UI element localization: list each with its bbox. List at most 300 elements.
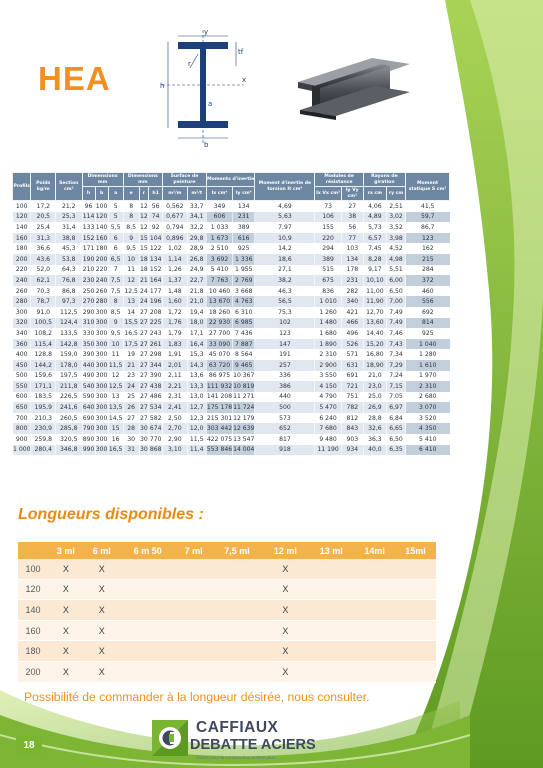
spec-cell: 3,98 [387, 233, 406, 244]
spec-cell: 134 [233, 201, 255, 212]
spec-cell: 208 [149, 308, 162, 316]
length-availability-cell [212, 661, 263, 682]
spec-cell: 11 [123, 265, 139, 276]
length-availability-cell [212, 559, 263, 579]
spec-cell: 4 790 [315, 392, 341, 403]
spec-row [13, 243, 450, 254]
spec-cell: 220 [315, 233, 341, 244]
spec-cell: 111 932 [206, 382, 233, 390]
spec-cell: 11,5 [187, 434, 206, 445]
spec-cell: 540 [82, 382, 95, 390]
spec-cell: 26,8 [187, 254, 206, 265]
spec-cell: 0,896 [163, 233, 187, 244]
spec-cell: 25,3 [56, 212, 83, 223]
spec-cell: 31,4 [56, 222, 83, 233]
length-availability-cell [176, 620, 212, 641]
spec-cell: 7,5 [108, 286, 123, 297]
spec-cell: 10 819 [233, 382, 255, 390]
spec-cell: 1,48 [163, 286, 187, 297]
spec-cell: 1 673 [206, 233, 232, 244]
page-number: 18 [16, 736, 42, 756]
col-header-giration: Rayons de giration [363, 173, 405, 187]
spec-cell: 282 [341, 286, 363, 297]
logo-name-line2: DEBATTE ACIERS [190, 737, 316, 753]
spec-cell: 6,50 [387, 286, 406, 297]
profile-cell: 200 [13, 254, 31, 265]
spec-cell: 330 [82, 329, 95, 337]
spec-cell: 814 [406, 318, 450, 329]
spec-cell: 43,6 [31, 254, 56, 265]
spec-cell: 261 [149, 340, 162, 348]
spec-cell: 2,70 [163, 423, 187, 434]
spec-cell: 349 [206, 201, 232, 212]
dim-tf-label: tf [238, 48, 244, 56]
spec-cell: 590 [82, 393, 95, 401]
spec-cell: 24 [140, 298, 148, 306]
spec-cell: 171,1 [31, 381, 56, 392]
length-availability-cell [212, 600, 263, 621]
spec-cell: 210 [82, 266, 95, 274]
spec-cell: 14,5 [108, 414, 123, 422]
spec-cell: 38,8 [56, 233, 83, 244]
spec-cell: 925 [406, 328, 450, 339]
spec-cell: 41,5 [406, 201, 450, 212]
spec-cell: 8,5 [123, 222, 139, 233]
spec-cell: 300 [95, 340, 108, 348]
dim-tw-label: a [208, 100, 213, 108]
spec-cell: 23,0 [363, 381, 386, 392]
spec-cell: 14 004 [233, 446, 255, 454]
spec-cell: 7,97 [255, 222, 315, 233]
length-availability-cell [395, 559, 436, 579]
length-profile-cell: 140 [18, 600, 48, 621]
spec-cell: 6 310 [233, 307, 255, 318]
spec-cell: 13 [108, 392, 123, 403]
spec-cell: 15,20 [363, 339, 386, 350]
length-header-cell: 7 ml [176, 542, 212, 559]
spec-cell: 38 [341, 212, 363, 223]
spec-row [13, 371, 450, 382]
spec-cell: 2 680 [406, 392, 450, 403]
spec-cell: 1 955 [233, 265, 255, 276]
spec-cell: 12 [140, 223, 148, 231]
spec-cell: 553 846 [206, 446, 233, 454]
spec-cell: 92 [149, 222, 163, 233]
spec-cell: 10,9 [255, 233, 315, 244]
spec-cell: 12 [140, 213, 148, 221]
profile-cell: 320 [13, 318, 31, 329]
spec-cell: 7 [108, 265, 123, 276]
spec-cell: 128,8 [31, 349, 56, 360]
spec-cell: 1,76 [163, 318, 187, 329]
spec-cell: 27 [140, 382, 148, 390]
spec-row [13, 212, 450, 223]
spec-cell: 812 [341, 413, 363, 424]
spec-cell: 11,00 [363, 286, 386, 297]
spec-cell: 70,3 [31, 286, 56, 297]
spec-cell: 6 240 [315, 413, 341, 424]
spec-cell: 10 460 [206, 286, 232, 297]
spec-cell: 97,3 [56, 296, 83, 307]
col-header-b: b [95, 187, 108, 201]
spec-cell: 6,57 [363, 233, 386, 244]
spec-cell: 817 [255, 434, 315, 445]
spec-cell: 19,4 [187, 307, 206, 318]
spec-cell: 13,0 [187, 392, 206, 403]
spec-cell: 38,2 [255, 275, 315, 286]
spec-cell: 220 [95, 266, 108, 274]
spec-row [13, 434, 450, 445]
spec-cell: 152 [149, 266, 162, 274]
spec-row [13, 307, 450, 318]
spec-cell: 270 [82, 298, 95, 306]
spec-cell: 31,3 [31, 233, 56, 244]
spec-row [13, 349, 450, 360]
spec-cell: 285,8 [56, 423, 83, 434]
axis-x-label: x [242, 76, 247, 84]
length-availability-cell [395, 620, 436, 641]
length-header-cell: 14ml [354, 542, 395, 559]
length-row [18, 641, 436, 662]
beam-3d-illustration [294, 52, 414, 120]
spec-cell: 6,5 [108, 254, 123, 265]
spec-cell: 36,6 [31, 243, 56, 254]
spec-cell: 16,5 [108, 446, 123, 454]
spec-cell: 6,84 [387, 413, 406, 424]
length-profile-cell: 100 [18, 559, 48, 579]
spec-cell: 0,677 [163, 212, 187, 223]
spec-cell: 12 [108, 371, 123, 382]
profile-cell: 650 [13, 402, 31, 413]
spec-cell: 24 [140, 287, 148, 295]
spec-cell: 104 [149, 234, 162, 242]
spec-cell: 177 [149, 287, 162, 295]
spec-cell: 28 [123, 423, 139, 434]
spec-row [13, 275, 450, 286]
spec-cell: 6,97 [387, 402, 406, 413]
spec-cell: 15 [140, 234, 148, 242]
spec-cell: 2 310 [315, 349, 341, 360]
spec-cell: 290 [82, 308, 95, 316]
spec-cell: 27 [123, 413, 139, 424]
length-availability-cell [120, 641, 176, 662]
col-header-ix: Ix cm⁴ [206, 187, 232, 201]
length-availability-cell [120, 620, 176, 641]
spec-cell: 300 [95, 404, 108, 412]
profile-cell: 280 [13, 296, 31, 307]
length-row [18, 600, 436, 621]
spec-cell: 16,80 [363, 349, 386, 360]
spec-cell: 1,60 [163, 296, 187, 307]
spec-cell: 108,2 [31, 328, 56, 339]
spec-cell: 9 [108, 318, 123, 329]
spec-cell: 76,8 [56, 275, 83, 286]
spec-cell: 1 280 [406, 349, 450, 360]
length-availability-cell [395, 661, 436, 682]
spec-cell: 4,06 [363, 201, 386, 212]
spec-cell: 12 [139, 201, 149, 212]
logo-name-line1: CAFFIAUX [196, 719, 279, 736]
length-profile-cell: 120 [18, 579, 48, 600]
spec-cell: 616 [233, 233, 255, 244]
length-availability-cell [308, 579, 354, 600]
spec-row [13, 328, 450, 339]
spec-cell: 300 [95, 329, 108, 337]
length-availability-cell [395, 641, 436, 662]
spec-cell: 30 [140, 446, 148, 454]
spec-cell: 310 [82, 319, 95, 327]
spec-cell: 11 724 [233, 404, 255, 412]
spec-cell: 152 [82, 234, 95, 242]
spec-cell: 162 [406, 243, 450, 254]
spec-cell: 27 [140, 372, 148, 380]
spec-cell: 2 310 [406, 381, 450, 392]
spec-cell: 56 [149, 201, 163, 212]
col-header-iyvy: Iy Vy cm³ [341, 187, 363, 201]
spec-cell: 77 [341, 233, 363, 244]
spec-cell: 200 [95, 255, 108, 263]
spec-cell: 12,3 [187, 413, 206, 424]
spec-cell: 12,0 [187, 423, 206, 434]
spec-cell: 340 [341, 296, 363, 307]
spec-cell: 31 [123, 445, 139, 456]
spec-cell: 225 [149, 319, 162, 327]
spec-cell: 27 [140, 308, 148, 316]
profile-cell: 450 [13, 360, 31, 371]
length-availability-cell: X [84, 620, 120, 641]
spec-cell: 2,01 [163, 360, 187, 371]
length-availability-cell: X [262, 579, 308, 600]
length-availability-cell: X [48, 641, 84, 662]
spec-cell: 15,3 [187, 349, 206, 360]
spec-cell: 230,9 [31, 423, 56, 434]
spec-cell: 7,5 [108, 275, 123, 286]
length-availability-cell: X [48, 579, 84, 600]
spec-cell: 142,8 [56, 339, 83, 350]
spec-cell: 770 [149, 435, 162, 443]
spec-cell: 10 [108, 339, 123, 350]
spec-cell: 27 [140, 351, 148, 359]
spec-cell: 18,0 [187, 318, 206, 329]
col-header-r: r [139, 187, 149, 201]
spec-cell: 16,4 [187, 339, 206, 350]
length-availability-cell [308, 661, 354, 682]
spec-cell: 4,89 [363, 212, 386, 223]
length-header-cell [18, 542, 48, 559]
spec-cell: 257 [255, 360, 315, 371]
spec-cell: 300 [95, 372, 108, 380]
spec-cell: 15 [108, 423, 123, 434]
profile-cell: 340 [13, 328, 31, 339]
length-availability-cell [120, 579, 176, 600]
spec-row [13, 254, 450, 265]
spec-cell: 231 [233, 212, 255, 223]
spec-cell: 300 [95, 425, 108, 433]
spec-cell: 14,3 [187, 360, 206, 371]
col-header-h: h [82, 187, 95, 201]
spec-cell: 5 410 [406, 434, 450, 445]
spec-cell: 782 [341, 402, 363, 413]
spec-cell: 27 [140, 393, 148, 401]
length-header-cell: 6 ml [84, 542, 120, 559]
spec-cell: 191 [255, 349, 315, 360]
spec-cell: 124,4 [56, 318, 83, 329]
length-availability-cell [395, 600, 436, 621]
spec-cell: 260,5 [56, 413, 83, 424]
spec-cell: 5,73 [363, 222, 386, 233]
spec-cell: 300 [95, 308, 108, 316]
length-availability-cell: X [48, 600, 84, 621]
spec-cell: 389 [315, 254, 341, 265]
spec-cell: 17,1 [187, 328, 206, 339]
spec-cell: 4 150 [315, 381, 341, 392]
spec-cell: 27 [140, 404, 148, 412]
spec-cell: 7,46 [387, 328, 406, 339]
spec-cell: 3 520 [406, 413, 450, 424]
spec-cell: 32,2 [187, 222, 206, 233]
spec-cell: 534 [149, 404, 162, 412]
spec-cell: 422 075 [206, 435, 233, 443]
spec-cell: 75,3 [255, 307, 315, 318]
spec-cell: 496 [341, 328, 363, 339]
spec-cell: 8 [123, 212, 139, 223]
spec-cell: 7,45 [363, 243, 386, 254]
spec-cell: 990 [82, 446, 95, 454]
spec-row [13, 392, 450, 403]
spec-cell: 790 [82, 425, 95, 433]
profile-cell: 260 [13, 286, 31, 297]
length-availability-cell [354, 559, 395, 579]
spec-cell: 16,5 [124, 329, 138, 337]
spec-cell: 691 [341, 371, 363, 382]
spec-cell: 226,5 [56, 392, 83, 403]
spec-row [13, 360, 450, 371]
spec-cell: 45,3 [56, 243, 83, 254]
spec-cell: 4 350 [406, 423, 450, 434]
length-availability-cell: X [84, 661, 120, 682]
spec-cell: 8 564 [233, 349, 255, 360]
length-availability-cell [176, 600, 212, 621]
company-logo [152, 718, 322, 768]
spec-cell: 10 [123, 254, 139, 265]
col-header-iy: Iy cm⁴ [233, 187, 255, 201]
spec-cell: 300 [95, 351, 108, 359]
length-availability-cell [176, 559, 212, 579]
spec-cell: 7 436 [233, 328, 255, 339]
length-header-cell: 7,5 ml [212, 542, 263, 559]
spec-cell: 346,8 [56, 445, 83, 456]
spec-cell: 2,31 [163, 392, 187, 403]
spec-cell: 18 260 [206, 307, 232, 318]
spec-cell: 7,29 [387, 360, 406, 371]
spec-cell: 18,6 [255, 254, 315, 265]
spec-cell: 6,00 [387, 275, 406, 286]
col-header-profil: Profils [13, 173, 31, 201]
spec-cell: 12,7 [187, 402, 206, 413]
length-availability-cell [212, 579, 263, 600]
length-availability-cell [354, 641, 395, 662]
col-header-ixvx: Ix Vx cm³ [315, 187, 341, 201]
col-header-ry: ry cm [387, 187, 406, 201]
length-availability-cell [120, 661, 176, 682]
spec-cell: 1 260 [315, 307, 341, 318]
spec-cell: 14,40 [363, 328, 386, 339]
spec-cell: 13 547 [233, 435, 255, 443]
spec-cell: 2,41 [163, 402, 187, 413]
spec-cell: 17,5 [124, 340, 138, 348]
spec-cell: 571 [341, 349, 363, 360]
spec-cell: 56 [341, 222, 363, 233]
spec-cell: 27 [140, 329, 148, 337]
spec-cell: 5,5 [108, 222, 123, 233]
spec-cell: 34,1 [187, 212, 206, 223]
spec-cell: 692 [406, 307, 450, 318]
spec-cell: 336 [255, 371, 315, 382]
spec-cell: 300 [95, 414, 108, 422]
spec-cell: 86 975 [206, 371, 232, 382]
spec-cell: 241,6 [56, 402, 83, 413]
profile-cell: 100 [13, 201, 31, 212]
length-row [18, 620, 436, 641]
spec-cell: 27 [140, 361, 148, 369]
spec-cell: 24 [123, 381, 139, 392]
length-availability-cell [354, 600, 395, 621]
col-header-surface: Surface de peinture [163, 173, 207, 187]
spec-cell: 300 [95, 319, 108, 327]
spec-cell: 180 [95, 245, 108, 253]
profile-cell: 180 [13, 243, 31, 254]
length-availability-cell: X [262, 641, 308, 662]
spec-cell: 9,5 [108, 328, 123, 339]
length-availability-cell [120, 559, 176, 579]
spec-row [13, 413, 450, 424]
spec-cell: 11 271 [233, 393, 255, 401]
hea-specifications-table [12, 172, 450, 455]
spec-cell: 5,51 [387, 265, 406, 276]
spec-cell: 2,50 [163, 413, 187, 424]
spec-cell: 7 680 [315, 423, 341, 434]
spec-row [13, 339, 450, 350]
spec-cell: 298 [149, 351, 162, 359]
spec-cell: 197,5 [56, 371, 83, 382]
length-availability-cell: X [84, 579, 120, 600]
spec-cell: 134 [341, 254, 363, 265]
spec-cell: 63 720 [206, 360, 232, 371]
col-header-torsion: Moment d'inertie de torsion It cm⁴ [255, 173, 315, 201]
i-beam-section-diagram [148, 26, 258, 148]
available-lengths-table [18, 542, 436, 683]
length-row [18, 661, 436, 682]
spec-cell: 526 [341, 339, 363, 350]
spec-cell: 350 [82, 340, 95, 348]
spec-cell: 25,4 [31, 222, 56, 233]
spec-cell: 11 [108, 349, 123, 360]
logo-tagline: Aciers pour la construction et bien plus... [196, 755, 279, 760]
spec-cell: 1 890 [315, 339, 341, 350]
spec-cell: 3 668 [233, 286, 255, 297]
spec-cell: 28,9 [187, 243, 206, 254]
spec-cell: 9 480 [315, 434, 341, 445]
length-availability-cell [354, 579, 395, 600]
spec-cell: 159,0 [56, 349, 83, 360]
spec-cell: 640 [82, 404, 95, 412]
length-availability-cell: X [262, 559, 308, 579]
spec-cell: 21 [123, 360, 139, 371]
spec-cell: 389 [233, 222, 255, 233]
spec-cell: 134 [149, 255, 162, 263]
spec-cell: 7 763 [206, 275, 232, 286]
spec-cell: 155 [315, 222, 341, 233]
